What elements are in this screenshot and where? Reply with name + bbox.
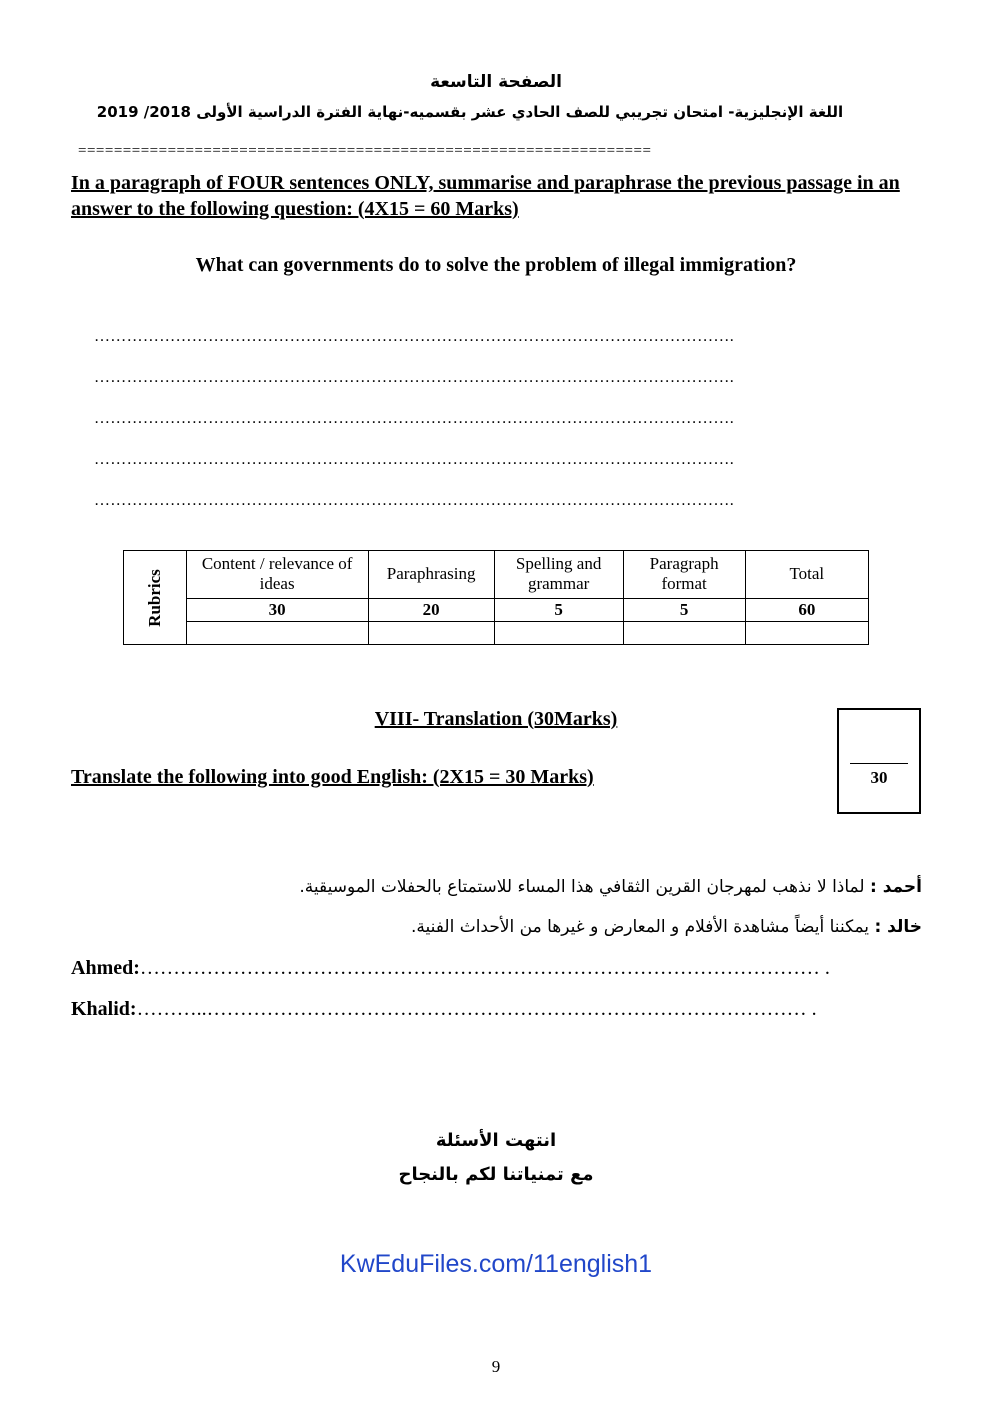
rubric-score-paraphrasing[interactable] bbox=[368, 621, 494, 644]
exam-title: اللغة الإنجليزية- امتحان تجريبي للصف الحادي عشر بقسميه-نهاية الفترة الدراسية الأولى 2018/ 2019 bbox=[96, 103, 844, 121]
answer-line[interactable]: ………………………………………………………………………………………………………. bbox=[94, 492, 734, 509]
rubric-header-spelling: Spelling and grammar bbox=[494, 551, 623, 599]
answer-line[interactable]: ………………………………………………………………………………………………………. bbox=[94, 369, 734, 386]
closing-good-luck: مع تمنياتنا لكم بالنجاح bbox=[398, 1164, 594, 1185]
score-line bbox=[850, 763, 908, 764]
page-number: 9 bbox=[491, 1357, 501, 1376]
rubrics-label-cell bbox=[124, 551, 187, 645]
answer-ahmed[interactable] bbox=[71, 957, 921, 980]
page-title: الصفحة التاسعة bbox=[430, 72, 562, 92]
rubric-header-total: Total bbox=[745, 551, 868, 599]
arabic-line-khalid bbox=[411, 917, 922, 937]
rubric-mark-content: 30 bbox=[186, 598, 368, 621]
separator-line: ================================================================ bbox=[78, 143, 652, 159]
rubrics-table bbox=[123, 550, 869, 645]
rubrics-label: Rubrics bbox=[144, 568, 164, 627]
answer-line[interactable]: ………………………………………………………………………………………………………. bbox=[94, 451, 734, 468]
answer-line[interactable]: ………………………………………………………………………………………………………. bbox=[94, 328, 734, 345]
rubric-header-content: Content / relevance of ideas bbox=[186, 551, 368, 599]
rubric-score-total[interactable] bbox=[745, 621, 868, 644]
rubric-header-paraphrasing: Paraphrasing bbox=[368, 551, 494, 599]
answer-line[interactable]: ………………………………………………………………………………………………………. bbox=[94, 410, 734, 427]
score-box bbox=[837, 708, 921, 814]
translation-instructions: Translate the following into good English: (2X15 = 30 Marks) bbox=[71, 766, 594, 788]
translation-section-title: VIII- Translation (30Marks) bbox=[374, 708, 618, 730]
answer-label-ahmed: Ahmed: bbox=[71, 957, 140, 979]
score-total: 30 bbox=[870, 768, 888, 787]
arabic-text-ahmed: لماذا لا نذهب لمهرجان القرين الثقافي هذا المساء للاستمتاع بالحفلات الموسيقية. bbox=[299, 877, 870, 897]
speaker-ahmed: أحمد : bbox=[869, 877, 922, 897]
summary-question: What can governments do to solve the problem of illegal immigration? bbox=[195, 254, 797, 276]
rubric-score-format[interactable] bbox=[623, 621, 745, 644]
summary-instructions: In a paragraph of FOUR sentences ONLY, summarise and paraphrase the previous passage in an answer to the following question: (4X15 = 60 Marks) bbox=[71, 172, 900, 220]
rubric-header-format: Paragraph format bbox=[623, 551, 745, 599]
answer-dots-ahmed: ………………………………………………………………………………………… . bbox=[139, 957, 830, 979]
rubric-mark-format: 5 bbox=[623, 598, 745, 621]
site-link[interactable]: KwEduFiles.com/11english1 bbox=[339, 1250, 653, 1278]
speaker-khalid: خالد : bbox=[874, 917, 922, 937]
answer-khalid[interactable] bbox=[71, 998, 921, 1021]
rubric-mark-spelling: 5 bbox=[494, 598, 623, 621]
rubric-mark-total: 60 bbox=[745, 598, 868, 621]
answer-dots-khalid: ………..……………………………………………………………………………… . bbox=[136, 998, 817, 1020]
rubric-score-spelling[interactable] bbox=[494, 621, 623, 644]
closing-end-of-questions: انتهت الأسئلة bbox=[435, 1130, 557, 1151]
answer-label-khalid: Khalid: bbox=[71, 998, 137, 1020]
arabic-text-khalid: يمكننا أيضاً مشاهدة الأفلام و المعارض و غيرها من الأحداث الفنية. bbox=[411, 917, 875, 937]
rubric-mark-paraphrasing: 20 bbox=[368, 598, 494, 621]
rubric-score-content[interactable] bbox=[186, 621, 368, 644]
arabic-line-ahmed bbox=[299, 877, 922, 897]
